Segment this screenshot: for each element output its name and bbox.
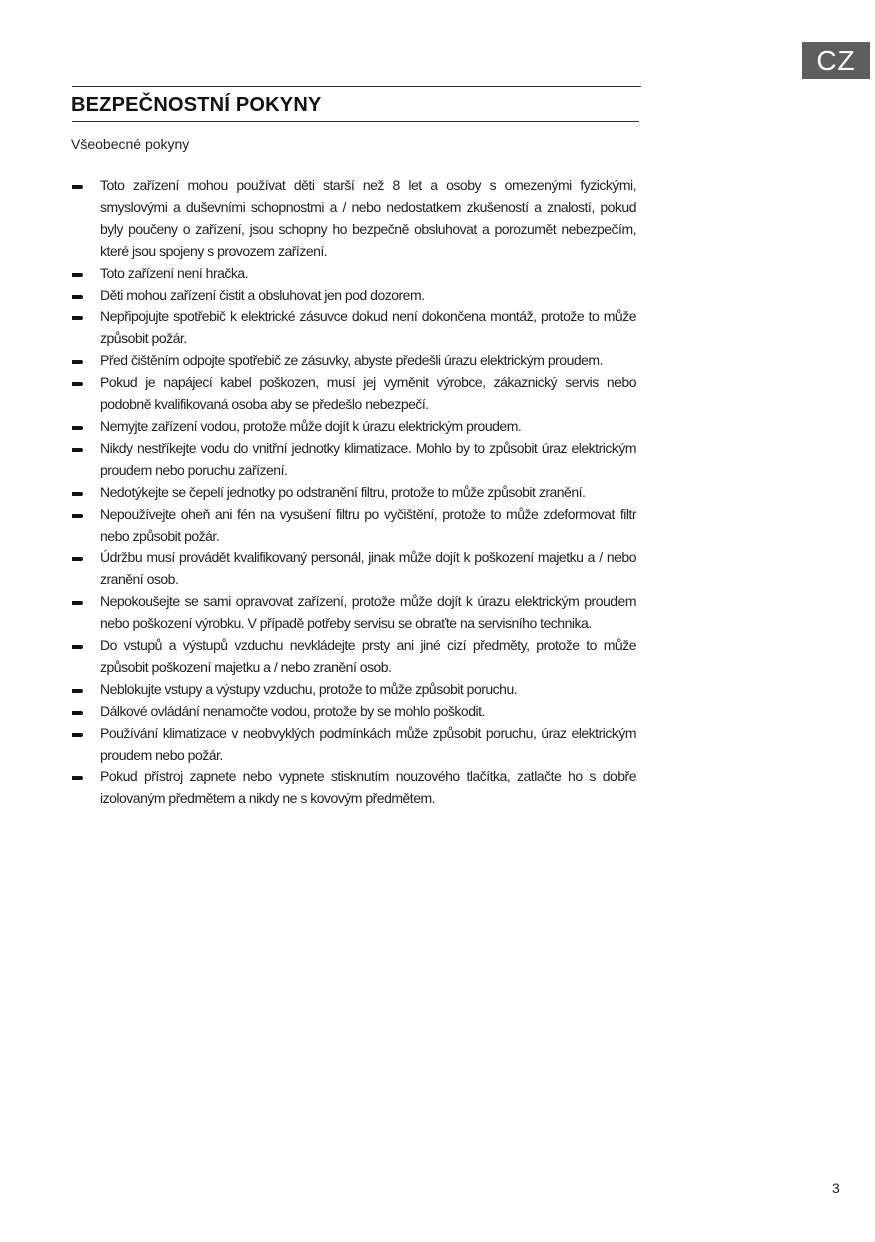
bullet-icon	[72, 557, 83, 561]
bullet-icon	[72, 492, 83, 496]
list-item	[72, 723, 636, 767]
bullet-icon	[72, 601, 83, 605]
list-item-text: Toto zařízení není hračka.	[100, 264, 249, 281]
list-item-text: Nemyjte zařízení vodou, protože může dojít k úrazu elektrickým proudem.	[100, 417, 522, 434]
bullet-icon	[72, 776, 83, 780]
list-item-text: Do vstupů a výstupů vzduchu nevkládejte prsty ani jiné cizí předměty, protože to může způsobit poškození majetku a / nebo zranění osob.	[100, 637, 636, 675]
list-item	[72, 679, 636, 701]
list-item-text: Nepoužívejte oheň ani fén na vysušení filtru po vyčištění, protože to může zdeformovat filtr nebo způsobit požár.	[100, 505, 636, 544]
list-item	[72, 766, 636, 810]
page-title: BEZPEČNOSTNÍ POKYNY	[71, 94, 322, 116]
bullet-icon	[72, 448, 83, 452]
title-top-rule	[72, 86, 641, 87]
list-item-text: Nedotýkejte se čepelí jednotky po odstranění filtru, protože to může způsobit zranění.	[100, 483, 586, 500]
bullet-icon	[72, 185, 83, 189]
list-item	[72, 547, 636, 591]
list-item-text: Neblokujte vstupy a výstupy vzduchu, protože to může způsobit poruchu.	[100, 680, 518, 697]
list-item	[72, 504, 636, 548]
list-item-text: Pokud přístroj zapnete nebo vypnete stisknutím nouzového tlačítka, zatlačte ho s dobře izolovaným předmětem a nikdy ne s kovovým předmětem.	[100, 768, 636, 807]
list-item-text: Před čištěním odpojte spotřebič ze zásuvky, abyste předešli úrazu elektrickým proudem.	[100, 352, 603, 369]
title-bottom-rule	[72, 121, 639, 122]
list-item	[72, 482, 636, 504]
list-item	[72, 591, 636, 635]
list-item-text: Používání klimatizace v neobvyklých podmínkách může způsobit poruchu, úraz elektrickým proudem nebo požár.	[100, 724, 636, 763]
page-number: 3	[832, 1180, 840, 1196]
list-item	[72, 306, 636, 350]
bullet-icon	[72, 711, 83, 715]
list-item-text: Nikdy nestříkejte vodu do vnitřní jednotky klimatizace. Mohlo by to způsobit úraz elektrickým proudem nebo poruchu zařízení.	[100, 439, 636, 478]
list-item-text: Nepokoušejte se sami opravovat zařízení, protože může dojít k úrazu elektrickým proudem nebo poškození výrobku. V případě potřeby servisu se obraťte na servisního technika.	[100, 593, 636, 632]
section-subheading: Všeobecné pokyny	[71, 136, 190, 152]
list-item	[72, 701, 636, 723]
list-item-text: Toto zařízení mohou používat děti starší než 8 let a osoby s omezenými fyzickými, smyslovými a duševními schopnostmi a / nebo nedostatkem zkušeností a znalostí, pokud byly poučeny o zařízení, jsou schopny ho bezpečně obsluhovat a porozumět nebezpečím, které jsou spojeny s provozem zařízení.	[100, 177, 636, 259]
list-item	[72, 263, 636, 285]
list-item-text: Nepřipojujte spotřebič k elektrické zásuvce dokud není dokončena montáž, protože to může způsobit požár.	[100, 308, 636, 347]
bullet-icon	[72, 360, 83, 364]
bullet-icon	[72, 514, 83, 518]
bullet-icon	[72, 689, 83, 693]
list-item-text: Děti mohou zařízení čistit a obsluhovat jen pod dozorem.	[100, 286, 425, 303]
list-item	[72, 175, 636, 263]
bullet-icon	[72, 273, 83, 277]
bullet-icon	[72, 645, 83, 649]
language-badge: CZ	[802, 42, 870, 79]
list-item	[72, 350, 636, 372]
bullet-icon	[72, 295, 83, 299]
bullet-icon	[72, 382, 83, 386]
list-item	[72, 285, 636, 307]
list-item	[72, 416, 636, 438]
list-item-text: Dálkové ovládání nenamočte vodou, protože by se mohlo poškodit.	[100, 702, 485, 719]
bullet-icon	[72, 733, 83, 737]
bullet-icon	[72, 316, 83, 320]
list-item	[72, 438, 636, 482]
list-item-text: Údržbu musí provádět kvalifikovaný personál, jinak může dojít k poškození majetku a / nebo zranění osob.	[100, 549, 636, 588]
list-item	[72, 372, 636, 416]
list-item	[72, 635, 636, 679]
safety-instructions-list	[72, 175, 636, 810]
list-item-text: Pokud je napájecí kabel poškozen, musí jej vyměnit výrobce, zákaznický servis nebo podobně kvalifikovaná osoba aby se předešlo nebezpečí.	[100, 374, 636, 413]
bullet-icon	[72, 426, 83, 430]
